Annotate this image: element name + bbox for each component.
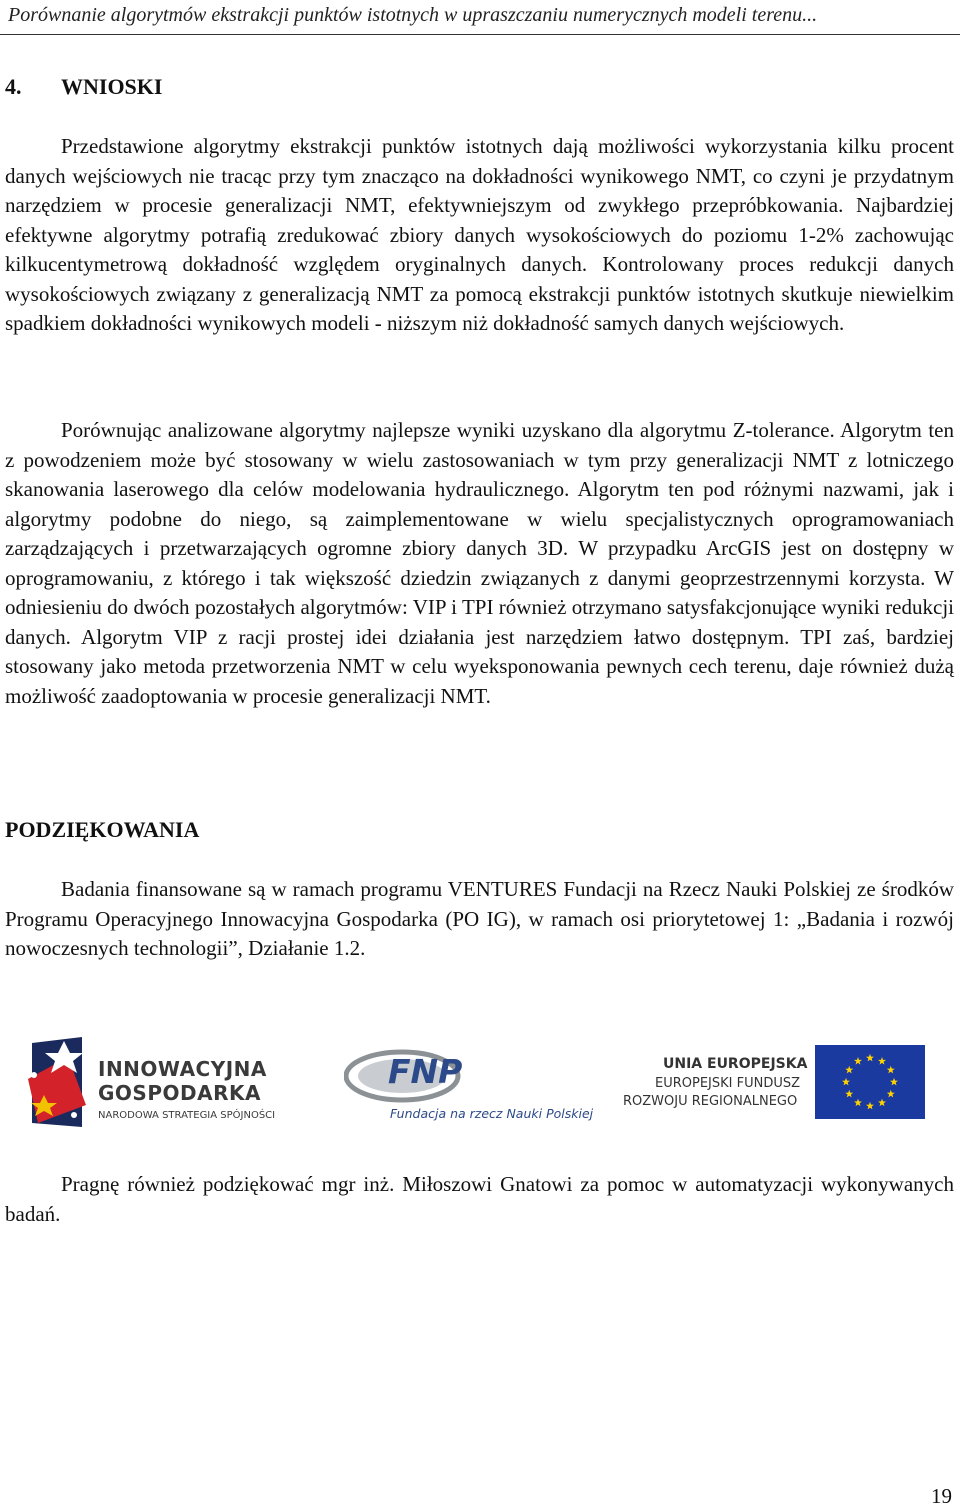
fnp-mark: FNP	[388, 1052, 463, 1091]
acknowledgements-paragraph: Badania finansowane są w ramach programu VENTURES Fundacji na Rzecz Nauki Polskiej ze środków Programu Operacyjnego Innowacyjna Gospodarka (PO IG), w ramach osi priorytetowej 1: „Badania i rozwój nowoczesnych technologii”, Działanie 1.2.	[5, 877, 954, 960]
ig-line-3: NARODOWA STRATEGIA SPÓJNOŚCI	[98, 1110, 276, 1121]
ig-line-1: INNOWACYJNA	[98, 1057, 267, 1081]
eu-line-3: ROZWOJU REGIONALNEGO	[623, 1094, 798, 1109]
eu-line-1: UNIA EUROPEJSKA	[663, 1056, 808, 1072]
conclusions-paragraph-1: Przedstawione algorytmy ekstrakcji punktów istotnych dają możliwości wykorzystania kilku procent danych wejściowych nie tracąc przy tym znacząco na dokładności wynikowego NMT, co czyni je przydatnym narzędziem w procesie generalizacji NMT, efektywniejszym od zwykłego przepróbkowania. Najbardziej efektywne algorytmy potrafią zredukować zbiory danych wysokościowych do poziomu 1-2% zachowując kilkucentymetrową dokładność względem oryginalnych danych. Kontrolowany proces redukcji danych wysokościowych związany z generalizacją NMT za pomocą ekstrakcji punktów istotnych skutkuje niewielkim spadkiem dokładności wynikowych modeli - niższym niż dokładność samych danych wejściowych.	[5, 134, 954, 335]
section-number: 4.	[5, 74, 22, 99]
ig-line-2: GOSPODARKA	[98, 1081, 261, 1105]
header-rule	[0, 34, 960, 35]
fnp-logo	[344, 1042, 604, 1132]
innowacyjna-gospodarka-logo	[20, 1035, 305, 1130]
section-title: WNIOSKI	[61, 74, 163, 99]
acknowledgements-heading: PODZIĘKOWANIA	[5, 817, 200, 842]
fnp-caption: Fundacja na rzecz Nauki Polskiej	[390, 1106, 594, 1121]
eu-logo	[605, 1025, 945, 1137]
eu-flag-icon	[815, 1045, 925, 1119]
thanks-paragraph: Pragnę również podziękować mgr inż. Miłoszowi Gnatowi za pomoc w automatyzacji wykonywanych badań.	[5, 1172, 954, 1226]
running-header: Porównanie algorytmów ekstrakcji punktów istotnych w upraszczaniu numerycznych modeli terenu...	[8, 4, 818, 26]
page-number: 19	[931, 1484, 952, 1508]
conclusions-paragraph-2: Porównując analizowane algorytmy najlepsze wyniki uzyskano dla algorytmu Z-tolerance. Algorytm ten z powodzeniem może być stosowany w wielu zastosowaniach w tym przy generalizacji NMT z lotniczego skanowania laserowego dla celów modelowania hydraulicznego. Algorytm ten pod różnymi nazwami, jak i algorytmy podobne do niego, są zaimplementowane w wielu specjalistycznych oprogramowaniach zarządzających i przetwarzających ogromne zbiory danych 3D. W przypadku ArcGIS jest on dostępny w oprogramowaniu, z którego i tak większość dziedzin związanych z danymi geoprzestrzennymi korzysta. W odniesieniu do dwóch pozostałych algorytmów: VIP i TPI również otrzymano satysfakcjonujące wyniki redukcji danych. Algorytm VIP z racji prostej idei działania jest narzędziem łatwo dostępnym. TPI zaś, bardziej stosowany jako metoda przetworzenia NMT w celu wyeksponowania pewnych cech terenu, daje również dużą możliwość zaadoptowania w procesie generalizacji NMT.	[5, 418, 954, 708]
funding-logos	[0, 1020, 960, 1140]
eu-line-2: EUROPEJSKI FUNDUSZ	[655, 1076, 801, 1091]
section-heading	[5, 74, 162, 100]
